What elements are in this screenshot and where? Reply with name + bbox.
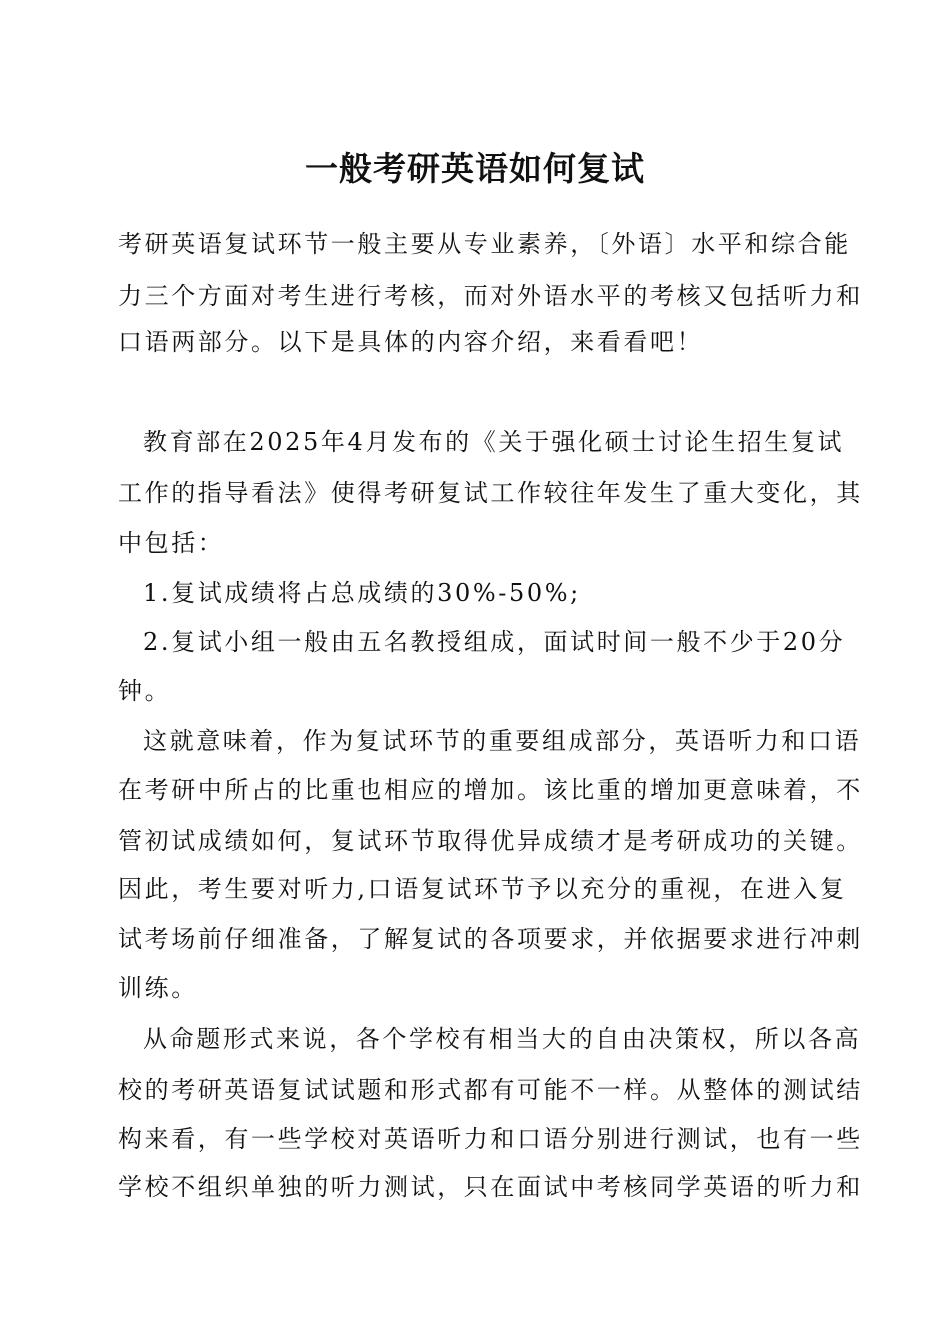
paragraph-line: 在考研中所占的比重也相应的增加。该比重的增加更意味着，不 <box>118 776 863 804</box>
paragraph-line: 校的考研英语复试试题和形式都有可能不一样。从整体的测试结 <box>118 1076 863 1104</box>
paragraph-line: 训练。 <box>118 974 198 1002</box>
paragraph-line: 工作的指导看法》使得考研复试工作较往年发生了重大变化，其 <box>118 479 863 507</box>
paragraph-line: 从命题形式来说，各个学校有相当大的自由决策权，所以各高 <box>143 1025 862 1053</box>
document-title: 一般考研英语如何复试 <box>305 149 645 188</box>
paragraph-line: 力三个方面对考生进行考核，而对外语水平的考核又包括听力和 <box>118 282 863 310</box>
paragraph-line: 钟。 <box>118 677 172 705</box>
paragraph-line: 构来看，有一些学校对英语听力和口语分别进行测试，也有一些 <box>118 1125 863 1153</box>
list-item: 1.复试成绩将占总成绩的30%-50%; <box>143 579 581 607</box>
paragraph-line: 口语两部分。以下是具体的内容介绍，来看看吧！ <box>118 328 704 356</box>
paragraph-line: 试考场前仔细准备，了解复试的各项要求，并依据要求进行冲刺 <box>118 925 863 953</box>
list-item: 2.复试小组一般由五名教授组成，面试时间一般不少于20分 <box>143 628 846 656</box>
paragraph-line: 考研英语复试环节一般主要从专业素养，〔外语〕水平和综合能 <box>118 230 851 258</box>
paragraph-line: 教育部在2025年4月发布的《关于强化硕士讨论生招生复试 <box>143 428 845 456</box>
paragraph-line: 学校不组织单独的听力测试，只在面试中考核同学英语的听力和 <box>118 1173 863 1201</box>
paragraph-line: 这就意味着，作为复试环节的重要组成部分，英语听力和口语 <box>143 727 862 755</box>
paragraph-line: 因此，考生要对听力,口语复试环节予以充分的重视，在进入复 <box>118 875 847 903</box>
paragraph-line: 中包括： <box>118 529 225 557</box>
paragraph-line: 管初试成绩如何，复试环节取得优异成绩才是考研成功的关键。 <box>118 827 863 855</box>
